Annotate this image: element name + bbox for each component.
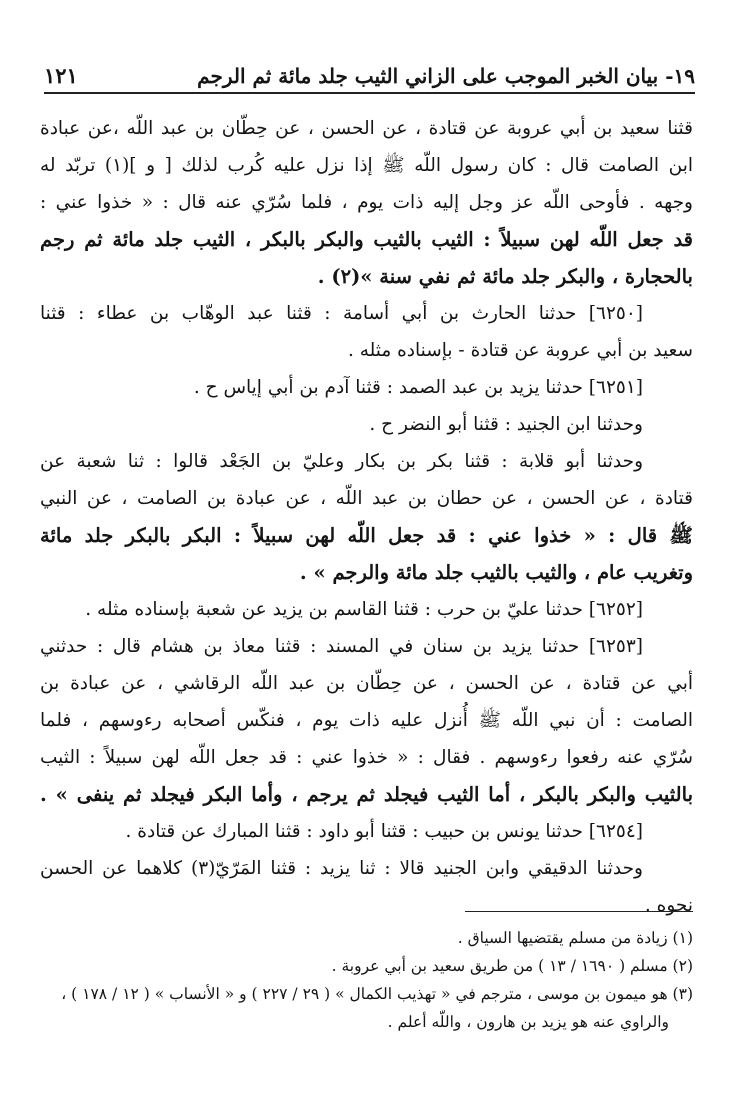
text-line: سعيد بن أبي عروبة عن قتادة - بإسناده مثله . — [347, 340, 693, 361]
footnotes — [40, 924, 693, 1036]
text-line: نحوه . — [644, 895, 693, 916]
text-line: [٦٢٥٠] حدثنا الحارث بن أبي أسامة : قثنا عبد الوهّاب بن عطاء : قثنا — [40, 303, 643, 324]
text-line: وجهه . فأوحى اللّه عز وجل إليه ذات يوم ، فلما سُرّي عنه قال : « خذوا عني : — [40, 192, 693, 213]
footnote: (٣) هو ميمون بن موسى ، مترجم في « تهذيب الكمال » ( ٢٩ / ٢٢٧ ) و « الأنساب » ( ١٢ / ١٧٨ ) ، — [61, 985, 693, 1003]
footnote: (١) زيادة من مسلم يقتضيها السياق . — [457, 929, 693, 947]
text-line: [٦٢٥١] حدثنا يزيد بن عبد الصمد : قثنا آدم بن أبي إياس ح . — [193, 377, 643, 398]
page-number: ١٢١ — [44, 63, 78, 88]
text-line: ابن الصامت قال : كان رسول اللّه ﷺ إذا نزل عليه كُرب لذلك [ و ](١) تربّد له — [40, 155, 693, 176]
footnote: (٢) مسلم ( ١٦٩٠ / ١٣ ) من طريق سعيد بن أبي عروبة . — [331, 957, 693, 975]
page-header — [44, 54, 695, 94]
text-line: [٦٢٥٢] حدثنا عليّ بن حرب : قثنا القاسم بن يزيد عن شعبة بإسناده مثله . — [85, 599, 643, 620]
text-line: وتغريب عام ، والثيب بالثيب جلد مائة والرجم » . — [299, 561, 693, 584]
text-line: بالثيب والبكر بالبكر ، أما الثيب فيجلد ثم يرجم ، وأما البكر فيجلد ثم ينفى » . — [40, 783, 693, 806]
text-line: أبي عن قتادة ، عن الحسن ، عن حِطّان بن عبد اللّه الرقاشي ، عن عبادة بن — [40, 673, 693, 694]
text-line: وحدثنا أبو قلابة : قثنا بكر بن بكار وعليّ بن الجَعْد قالوا : ثنا شعبة عن — [40, 451, 643, 472]
text-line: الصامت : أن نبي اللّه ﷺ أُنزل عليه ذات يوم ، فنكّس أصحابه رءوسهم ، فلما — [40, 710, 693, 731]
text-line: قتادة ، عن الحسن ، عن حطان بن عبد اللّه ، عن عبادة بن الصامت ، عن النبي — [40, 488, 693, 509]
footnote: والراوي عنه هو يزيد بن هارون ، واللّه أعلم . — [387, 1013, 669, 1031]
main-text — [40, 110, 693, 924]
text-line: [٦٢٥٣] حدثنا يزيد بن سنان في المسند : قثنا معاذ بن هشام قال : حدثني — [40, 636, 643, 657]
text-line: بالحجارة ، والبكر جلد مائة ثم نفي سنة »(٢) . — [317, 265, 693, 288]
running-title: ١٩- بيان الخبر الموجب على الزاني الثيب جلد مائة ثم الرجم — [197, 64, 695, 88]
text-line: سُرّي عنه رفعوا رءوسهم . فقال : « خذوا عني : قد جعل اللّه لهن سبيلاً : الثيب — [40, 747, 693, 768]
text-line: وحدثنا الدقيقي وابن الجنيد قالا : ثنا يزيد : قثنا المَرّيّ(٣) كلاهما عن الحسن — [40, 858, 643, 879]
text-line: قد جعل اللّه لهن سبيلاً : الثيب بالثيب والبكر بالبكر ، الثيب جلد مائة ثم رجم — [40, 228, 693, 251]
text-line: [٦٢٥٤] حدثنا يونس بن حبيب : قثنا أبو داود : قثنا المبارك عن قتادة . — [125, 821, 643, 842]
footnote-separator — [465, 911, 693, 912]
text-line: قثنا سعيد بن أبي عروبة عن قتادة ، عن الحسن ، عن حِطّان بن عبد اللّه ،عن عبادة — [40, 118, 693, 139]
text-line: ﷺ قال : « خذوا عني : قد جعل اللّه لهن سبيلاً : البكر بالبكر جلد مائة — [40, 524, 693, 547]
text-line: وحدثنا ابن الجنيد : قثنا أبو النضر ح . — [369, 414, 643, 435]
